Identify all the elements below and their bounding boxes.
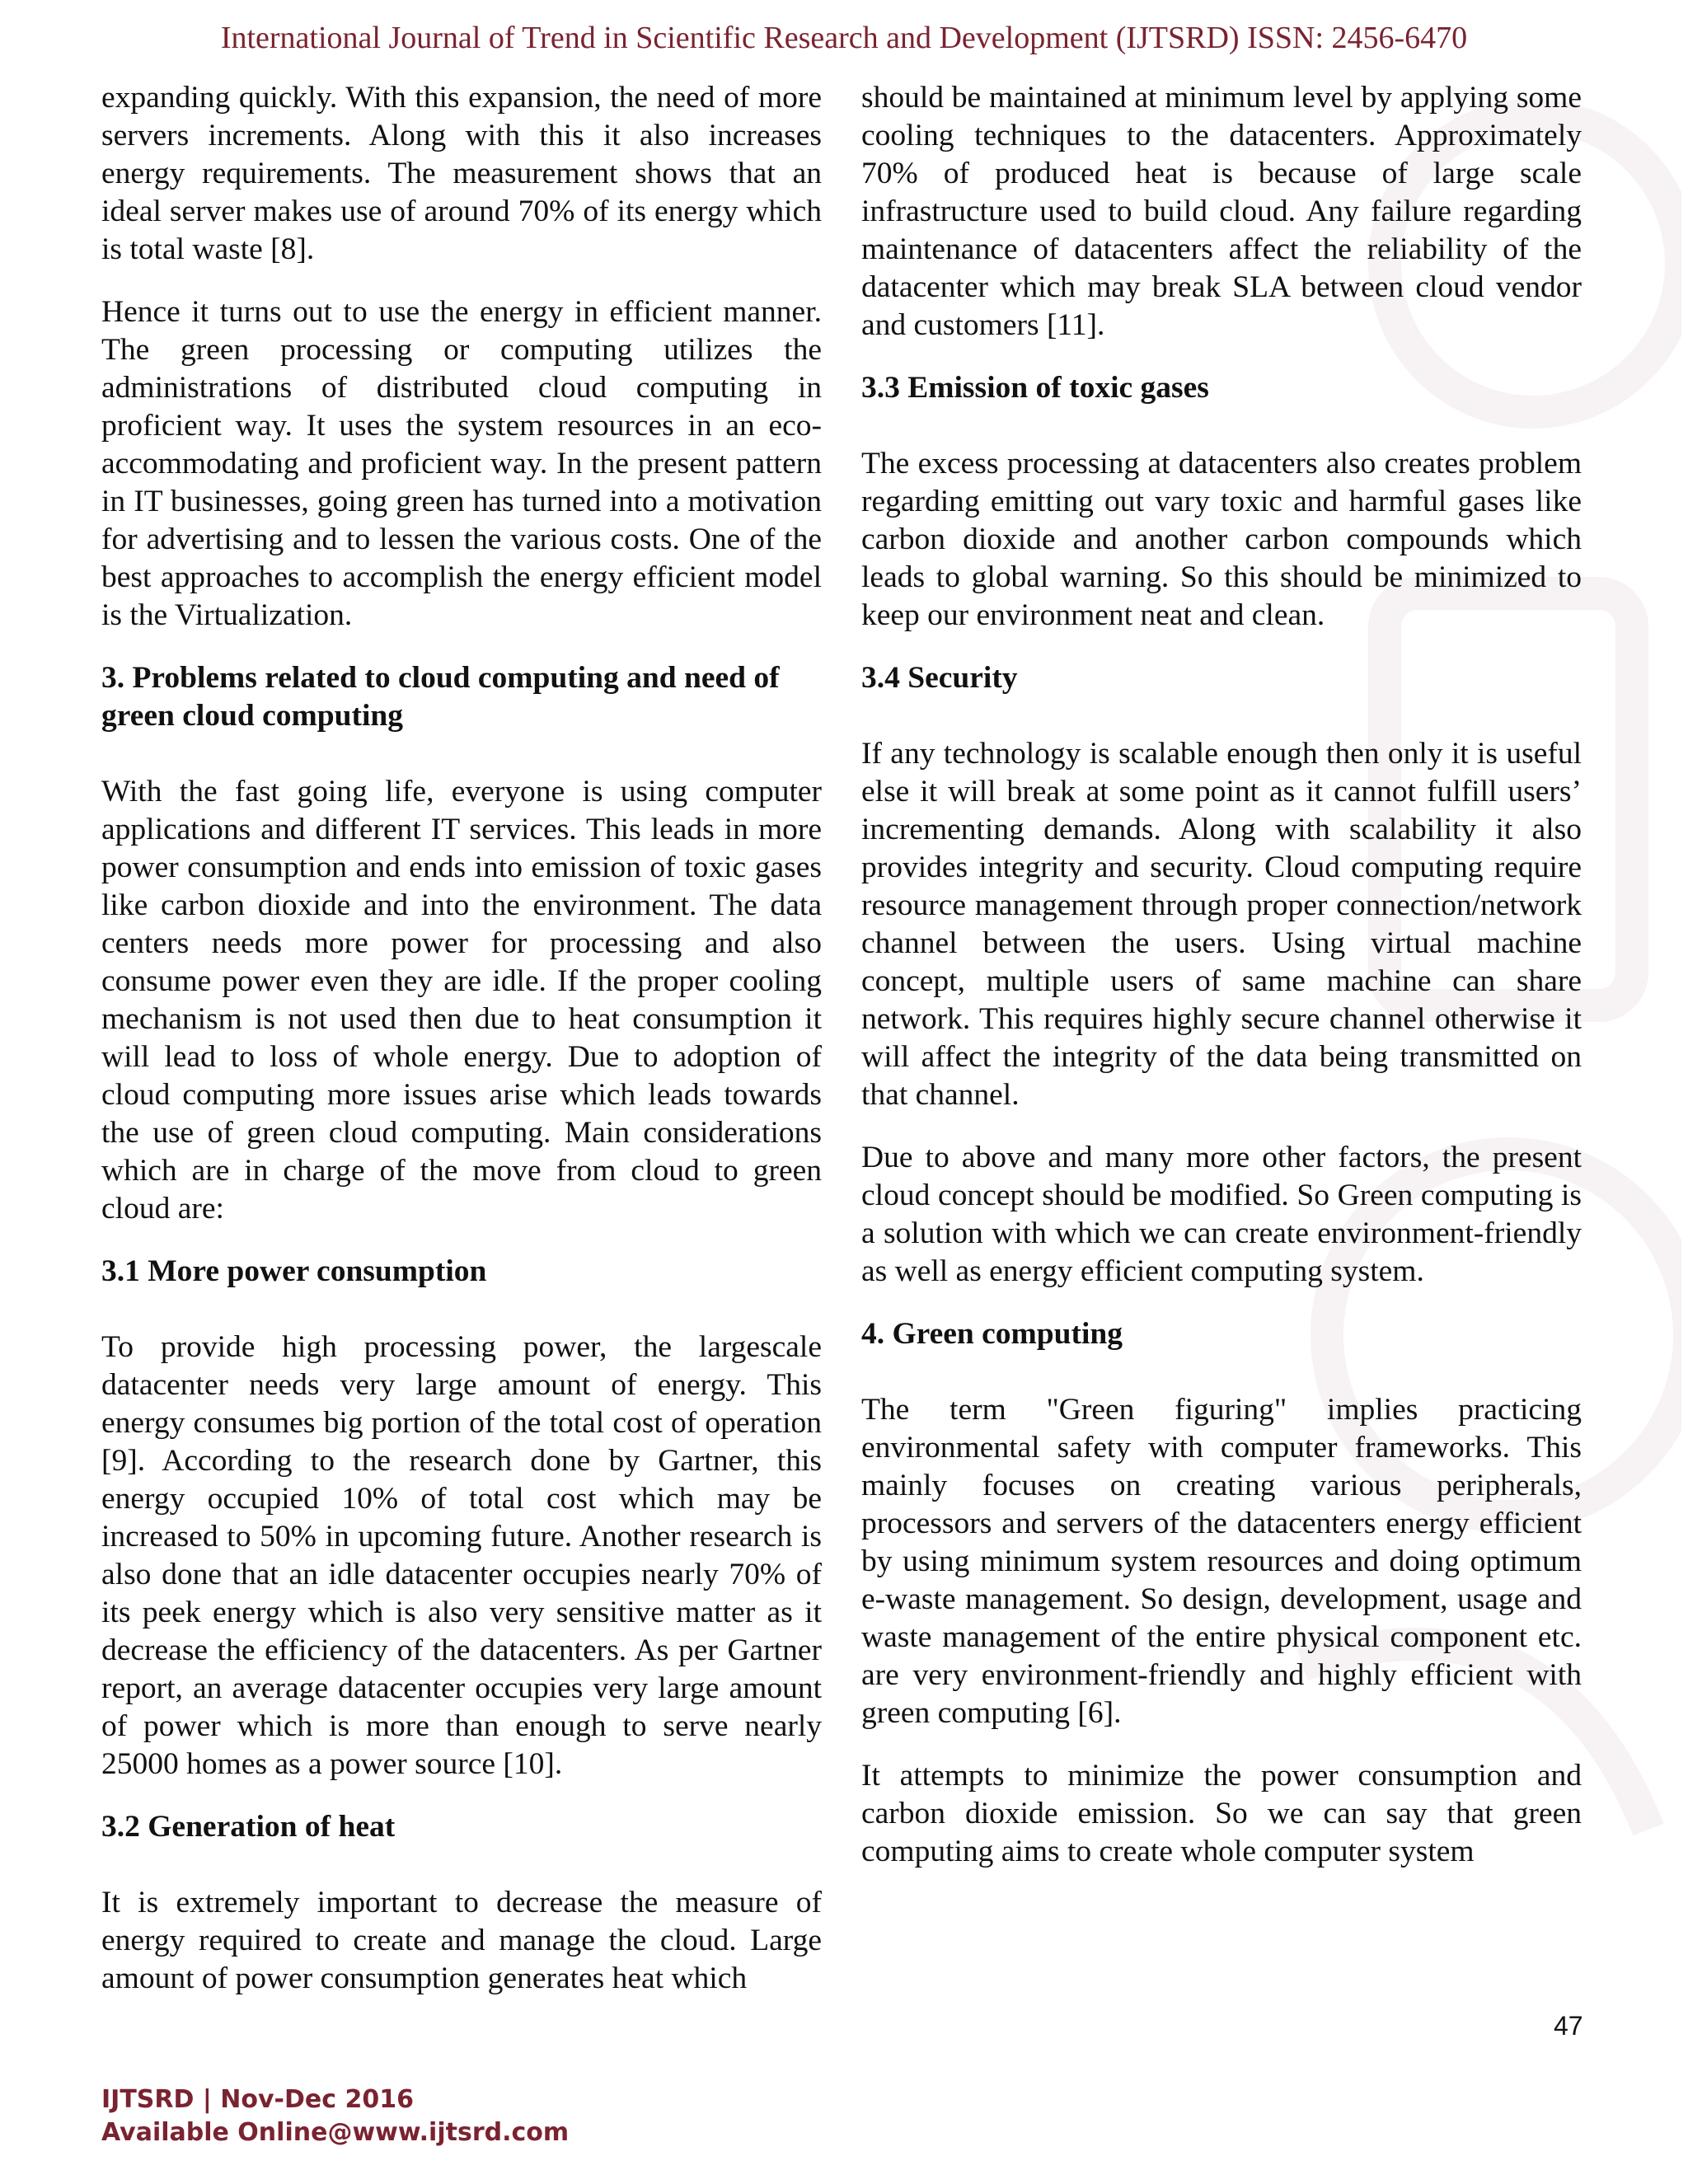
section-heading: 3.2 Generation of heat: [101, 1810, 396, 1844]
right-column: [861, 79, 1582, 1896]
paragraph: With the fast going life, everyone is using computer applications and different IT services. This leads in more power consumption and ends into emission of toxic gases like carbon dioxide and into the environment. The data centers needs more power for processing and also consume power even they are idle. If the proper cooling mechanism is not used then due to heat consumption it will lead to loss of whole energy. Due to adoption of cloud computing more issues arise which leads towards the use of green cloud computing. Main considerations which are in charge of the move from cloud to green cloud are:: [101, 775, 822, 1226]
paragraph: To provide high processing power, the largescale datacenter needs very large amount of energy. This energy consumes big portion of the total cost of operation [9]. According to the research done by Gartner, this energy occupied 10% of total cost which may be increased to 50% in upcoming future. Another research is also done that an idle datacenter occupies nearly 70% of its peek energy which is also very sensitive matter as it decrease the efficiency of the datacenters. As per Gartner report, an average datacenter occupies very large amount of power which is more than enough to serve nearly 25000 homes as a power source [10].: [101, 1330, 822, 1781]
paragraph: expanding quickly. With this expansion, the need of more servers increments. Along with this it also increases energy requirements. The measurement shows that an ideal server makes use of around 70% of its energy which is total waste [8].: [101, 81, 822, 266]
paragraph: Due to above and many more other factors, the present cloud concept should be modified. So Green computing is a solution with which we can create environment-friendly as well as energy efficient computing system.: [861, 1141, 1582, 1288]
section-heading: 4. Green computing: [861, 1317, 1123, 1351]
paragraph: It is extremely important to decrease the measure of energy required to create and manage the cloud. Large amount of power consumption generates heat which: [101, 1886, 822, 1995]
page-footer: [101, 2083, 569, 2149]
section-heading: 3.4 Security: [861, 661, 1018, 695]
paragraph: It attempts to minimize the power consumption and carbon dioxide emission. So we can say that green computing aims to create whole computer system: [861, 1759, 1582, 1868]
page-number: 47: [1554, 2011, 1583, 2041]
paragraph: should be maintained at minimum level by applying some cooling techniques to the datacenters. Approximately 70% of produced heat is because of large scale infrastructure used to build cloud. Any failure regarding maintenance of datacenters affect the reliability of the datacenter which may break SLA between cloud vendor and customers [11].: [861, 81, 1582, 342]
paragraph: Hence it turns out to use the energy in efficient manner. The green processing or computing utilizes the administrations of distributed cloud computing in proficient way. It uses the system resources in an eco-accommodating and proficient way. In the present pattern in IT businesses, going green has turned into a motivation for advertising and to lessen the various costs. One of the best approaches to accomplish the energy efficient model is the Virtualization.: [101, 295, 822, 632]
paragraph: The excess processing at datacenters also creates problem regarding emitting out vary toxic and harmful gases like carbon dioxide and another carbon compounds which leads to global warning. So this should be minimized to keep our environment neat and clean.: [861, 447, 1582, 632]
section-heading: 3.3 Emission of toxic gases: [861, 371, 1209, 405]
left-column: [101, 79, 822, 2022]
section-heading: 3.1 More power consumption: [101, 1254, 487, 1288]
footer-website: Available Online@www.ijtsrd.com: [101, 2118, 570, 2147]
footer-issue: IJTSRD | Nov-Dec 2016: [101, 2085, 414, 2114]
section-heading: 3. Problems related to cloud computing and need of green cloud computing: [101, 661, 780, 733]
journal-header: International Journal of Trend in Scientific Research and Development (IJTSRD) ISSN: 2456-6470: [220, 21, 1468, 55]
paragraph: If any technology is scalable enough then only it is useful else it will break at some point as it cannot fulfill users’ incrementing demands. Along with scalability it also provides integrity and security. Cloud computing require resource management through proper connection/network channel between the users. Using virtual machine concept, multiple users of same machine can share network. This requires highly secure channel otherwise it will affect the integrity of the data being transmitted on that channel.: [861, 737, 1582, 1112]
paragraph: The term "Green figuring" implies practicing environmental safety with computer frameworks. This mainly focuses on creating various peripherals, processors and servers of the datacenters energy efficient by using minimum system resources and doing optimum e-waste management. So design, development, usage and waste management of the entire physical component etc. are very environment-friendly and highly efficient with green computing [6].: [861, 1393, 1582, 1730]
